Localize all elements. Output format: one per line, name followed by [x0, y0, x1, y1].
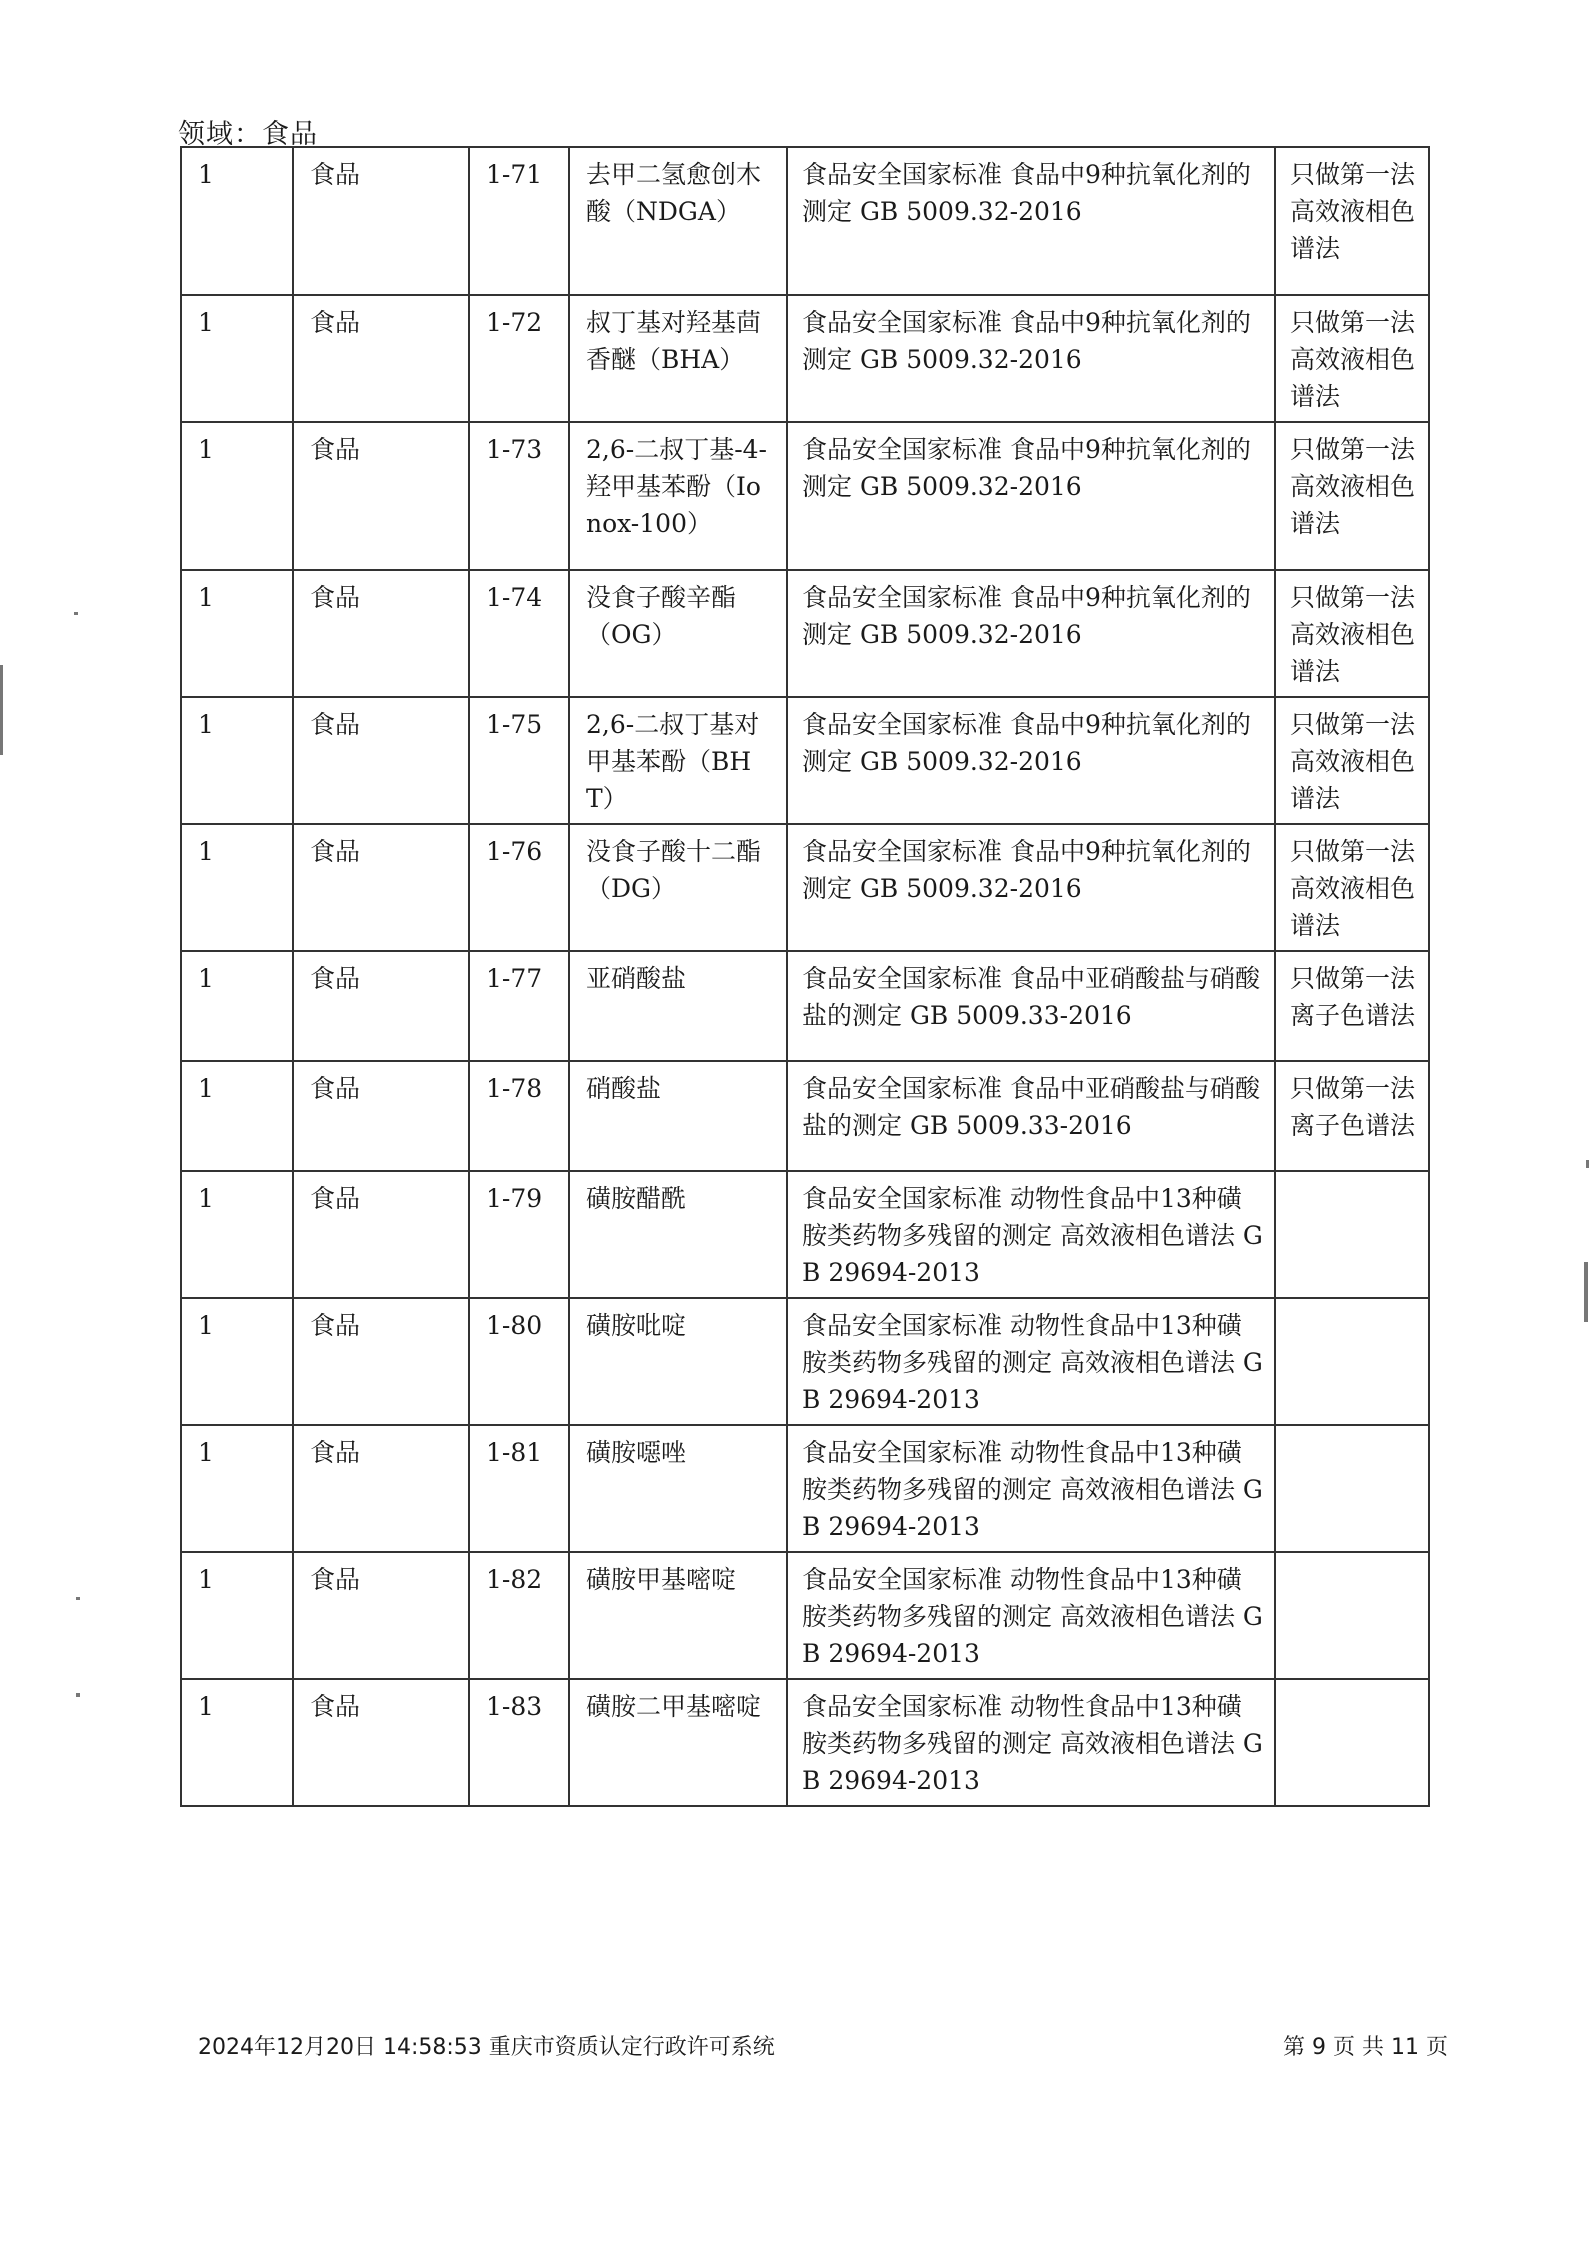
table-row — [181, 147, 1429, 295]
table-row — [181, 697, 1429, 824]
cell-parameter: 没食子酸十二酯（DG） — [569, 824, 787, 951]
cell-item-no: 1-74 — [469, 570, 569, 697]
cell-seq: 1 — [181, 422, 293, 570]
cell-parameter: 磺胺二甲基嘧啶 — [569, 1679, 787, 1806]
cell-category: 食品 — [293, 1171, 469, 1298]
cell-item-no: 1-71 — [469, 147, 569, 295]
domain-heading: 领域：食品 — [178, 119, 318, 150]
cell-category: 食品 — [293, 1425, 469, 1552]
table-row — [181, 1679, 1429, 1806]
cell-item-no: 1-80 — [469, 1298, 569, 1425]
scope-table — [180, 146, 1430, 1807]
cell-limit: 只做第一法 高效液相色谱法 — [1275, 295, 1429, 422]
cell-seq: 1 — [181, 1552, 293, 1679]
cell-limit: 只做第一法 高效液相色谱法 — [1275, 422, 1429, 570]
table-row — [181, 1425, 1429, 1552]
cell-parameter: 亚硝酸盐 — [569, 951, 787, 1061]
cell-category: 食品 — [293, 295, 469, 422]
cell-parameter: 磺胺醋酰 — [569, 1171, 787, 1298]
cell-category: 食品 — [293, 824, 469, 951]
cell-parameter: 磺胺噁唑 — [569, 1425, 787, 1552]
cell-parameter: 2,6-二叔丁基-4-羟甲基苯酚（Ionox-100） — [569, 422, 787, 570]
cell-parameter: 没食子酸辛酯（OG） — [569, 570, 787, 697]
table-row — [181, 1298, 1429, 1425]
cell-method: 食品安全国家标准 动物性食品中13种磺胺类药物多残留的测定 高效液相色谱法 GB 29694-2013 — [787, 1679, 1275, 1806]
cell-category: 食品 — [293, 1679, 469, 1806]
cell-method: 食品安全国家标准 食品中9种抗氧化剂的测定 GB 5009.32-2016 — [787, 147, 1275, 295]
cell-item-no: 1-79 — [469, 1171, 569, 1298]
cell-seq: 1 — [181, 1171, 293, 1298]
cell-seq: 1 — [181, 147, 293, 295]
cell-seq: 1 — [181, 1679, 293, 1806]
cell-limit — [1275, 1298, 1429, 1425]
cell-parameter: 磺胺吡啶 — [569, 1298, 787, 1425]
cell-parameter: 硝酸盐 — [569, 1061, 787, 1171]
cell-seq: 1 — [181, 1061, 293, 1171]
cell-method: 食品安全国家标准 食品中亚硝酸盐与硝酸盐的测定 GB 5009.33-2016 — [787, 1061, 1275, 1171]
table-row — [181, 1552, 1429, 1679]
cell-item-no: 1-72 — [469, 295, 569, 422]
table-row — [181, 1061, 1429, 1171]
table-row — [181, 951, 1429, 1061]
cell-limit: 只做第一法 离子色谱法 — [1275, 1061, 1429, 1171]
cell-item-no: 1-83 — [469, 1679, 569, 1806]
cell-category: 食品 — [293, 1552, 469, 1679]
cell-method: 食品安全国家标准 食品中9种抗氧化剂的测定 GB 5009.32-2016 — [787, 824, 1275, 951]
cell-seq: 1 — [181, 1425, 293, 1552]
scope-table-body — [181, 147, 1429, 1806]
cell-limit — [1275, 1425, 1429, 1552]
table-row — [181, 422, 1429, 570]
cell-seq: 1 — [181, 295, 293, 422]
cell-seq: 1 — [181, 951, 293, 1061]
footer-timestamp-system: 2024年12月20日 14:58:53 重庆市资质认定行政许可系统 — [198, 2035, 775, 2060]
scan-speck — [74, 612, 78, 615]
cell-method: 食品安全国家标准 食品中9种抗氧化剂的测定 GB 5009.32-2016 — [787, 697, 1275, 824]
cell-category: 食品 — [293, 951, 469, 1061]
cell-seq: 1 — [181, 570, 293, 697]
scan-speck — [1584, 1262, 1588, 1322]
cell-seq: 1 — [181, 1298, 293, 1425]
cell-item-no: 1-73 — [469, 422, 569, 570]
cell-limit: 只做第一法 高效液相色谱法 — [1275, 824, 1429, 951]
cell-limit — [1275, 1171, 1429, 1298]
cell-category: 食品 — [293, 1061, 469, 1171]
scan-speck — [1586, 1160, 1589, 1168]
cell-category: 食品 — [293, 1298, 469, 1425]
cell-method: 食品安全国家标准 动物性食品中13种磺胺类药物多残留的测定 高效液相色谱法 GB 29694-2013 — [787, 1552, 1275, 1679]
cell-category: 食品 — [293, 147, 469, 295]
cell-method: 食品安全国家标准 食品中9种抗氧化剂的测定 GB 5009.32-2016 — [787, 422, 1275, 570]
scan-speck — [76, 1597, 80, 1600]
cell-parameter: 磺胺甲基嘧啶 — [569, 1552, 787, 1679]
cell-parameter: 2,6-二叔丁基对甲基苯酚（BHT） — [569, 697, 787, 824]
cell-item-no: 1-77 — [469, 951, 569, 1061]
cell-category: 食品 — [293, 570, 469, 697]
table-row — [181, 570, 1429, 697]
cell-method: 食品安全国家标准 动物性食品中13种磺胺类药物多残留的测定 高效液相色谱法 GB 29694-2013 — [787, 1425, 1275, 1552]
cell-method: 食品安全国家标准 动物性食品中13种磺胺类药物多残留的测定 高效液相色谱法 GB 29694-2013 — [787, 1171, 1275, 1298]
cell-seq: 1 — [181, 697, 293, 824]
cell-item-no: 1-75 — [469, 697, 569, 824]
cell-method: 食品安全国家标准 动物性食品中13种磺胺类药物多残留的测定 高效液相色谱法 GB 29694-2013 — [787, 1298, 1275, 1425]
footer-page-info: 第 9 页 共 11 页 — [1283, 2035, 1448, 2060]
cell-parameter: 去甲二氢愈创木酸（NDGA） — [569, 147, 787, 295]
cell-category: 食品 — [293, 422, 469, 570]
scan-speck — [76, 1693, 80, 1697]
cell-parameter: 叔丁基对羟基茴香醚（BHA） — [569, 295, 787, 422]
cell-limit: 只做第一法 高效液相色谱法 — [1275, 697, 1429, 824]
table-row — [181, 824, 1429, 951]
cell-limit: 只做第一法 高效液相色谱法 — [1275, 147, 1429, 295]
cell-item-no: 1-76 — [469, 824, 569, 951]
cell-method: 食品安全国家标准 食品中亚硝酸盐与硝酸盐的测定 GB 5009.33-2016 — [787, 951, 1275, 1061]
cell-item-no: 1-78 — [469, 1061, 569, 1171]
cell-limit: 只做第一法 离子色谱法 — [1275, 951, 1429, 1061]
cell-method: 食品安全国家标准 食品中9种抗氧化剂的测定 GB 5009.32-2016 — [787, 295, 1275, 422]
cell-method: 食品安全国家标准 食品中9种抗氧化剂的测定 GB 5009.32-2016 — [787, 570, 1275, 697]
scan-speck — [0, 665, 3, 755]
cell-category: 食品 — [293, 697, 469, 824]
cell-limit — [1275, 1552, 1429, 1679]
cell-limit — [1275, 1679, 1429, 1806]
cell-item-no: 1-82 — [469, 1552, 569, 1679]
table-row — [181, 1171, 1429, 1298]
cell-limit: 只做第一法 高效液相色谱法 — [1275, 570, 1429, 697]
cell-seq: 1 — [181, 824, 293, 951]
cell-item-no: 1-81 — [469, 1425, 569, 1552]
table-row — [181, 295, 1429, 422]
